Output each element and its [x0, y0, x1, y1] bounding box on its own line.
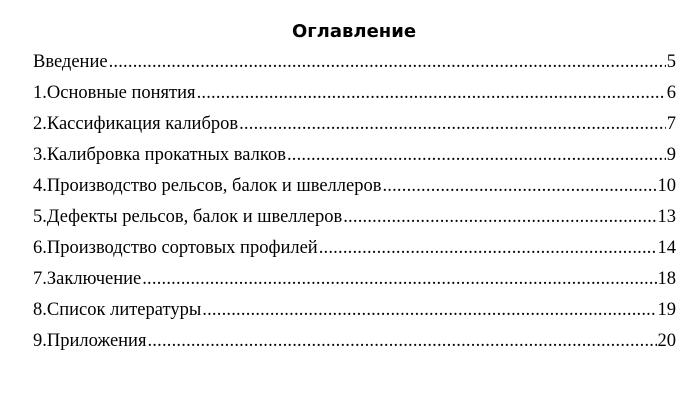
toc-entry-classification[interactable]: [33, 110, 676, 141]
toc-dot-leader: [382, 172, 656, 200]
toc-dot-leader: [197, 79, 666, 107]
toc-dot-leader: [343, 203, 656, 231]
toc-entry-label: 1.Основные понятия: [33, 83, 196, 103]
toc-entry-basic-concepts[interactable]: [33, 79, 676, 110]
toc-entry-conclusion[interactable]: [33, 265, 676, 296]
toc-entry-page: 9: [666, 145, 676, 165]
toc-entry-page: 5: [666, 52, 676, 72]
toc-entry-label: 4.Производство рельсов, балок и швеллеров: [33, 176, 382, 196]
toc-entry-page: 6: [666, 83, 676, 103]
toc-entry-page: 10: [657, 176, 676, 196]
toc-entry-label: 6.Производство сортовых профилей: [33, 238, 318, 258]
toc-entry-page: 7: [666, 114, 676, 134]
toc-entry-label: 7.Заключение: [33, 269, 142, 289]
toc-dot-leader: [147, 327, 656, 355]
toc-entry-page: 14: [657, 238, 676, 258]
toc-list: [33, 48, 676, 358]
toc-dot-leader: [319, 234, 657, 262]
toc-entry-references[interactable]: [33, 296, 676, 327]
toc-dot-leader: [142, 265, 656, 293]
toc-entry-page: 20: [657, 331, 676, 351]
toc-entry-label: 8.Список литературы: [33, 300, 202, 320]
toc-entry-page: 19: [657, 300, 676, 320]
toc-entry-page: 18: [657, 269, 676, 289]
toc-dot-leader: [109, 48, 666, 76]
toc-entry-label: Введение: [33, 52, 108, 72]
toc-dot-leader: [202, 296, 656, 324]
toc-entry-rail-defects[interactable]: [33, 203, 676, 234]
toc-title: Оглавление: [291, 21, 417, 42]
toc-entry-label: 3.Калибровка прокатных валков: [33, 145, 286, 165]
toc-entry-section-profiles[interactable]: [33, 234, 676, 265]
toc-dot-leader: [239, 110, 666, 138]
toc-entry-roll-calibration[interactable]: [33, 141, 676, 172]
toc-entry-label: 5.Дефекты рельсов, балок и швеллеров: [33, 207, 343, 227]
toc-entry-rail-production[interactable]: [33, 172, 676, 203]
toc-entry-introduction[interactable]: [33, 48, 676, 79]
toc-entry-label: 9.Приложения: [33, 331, 147, 351]
toc-entry-label: 2.Кассификация калибров: [33, 114, 239, 134]
toc-entry-page: 13: [657, 207, 676, 227]
toc-dot-leader: [287, 141, 666, 169]
toc-entry-appendices[interactable]: [33, 327, 676, 358]
